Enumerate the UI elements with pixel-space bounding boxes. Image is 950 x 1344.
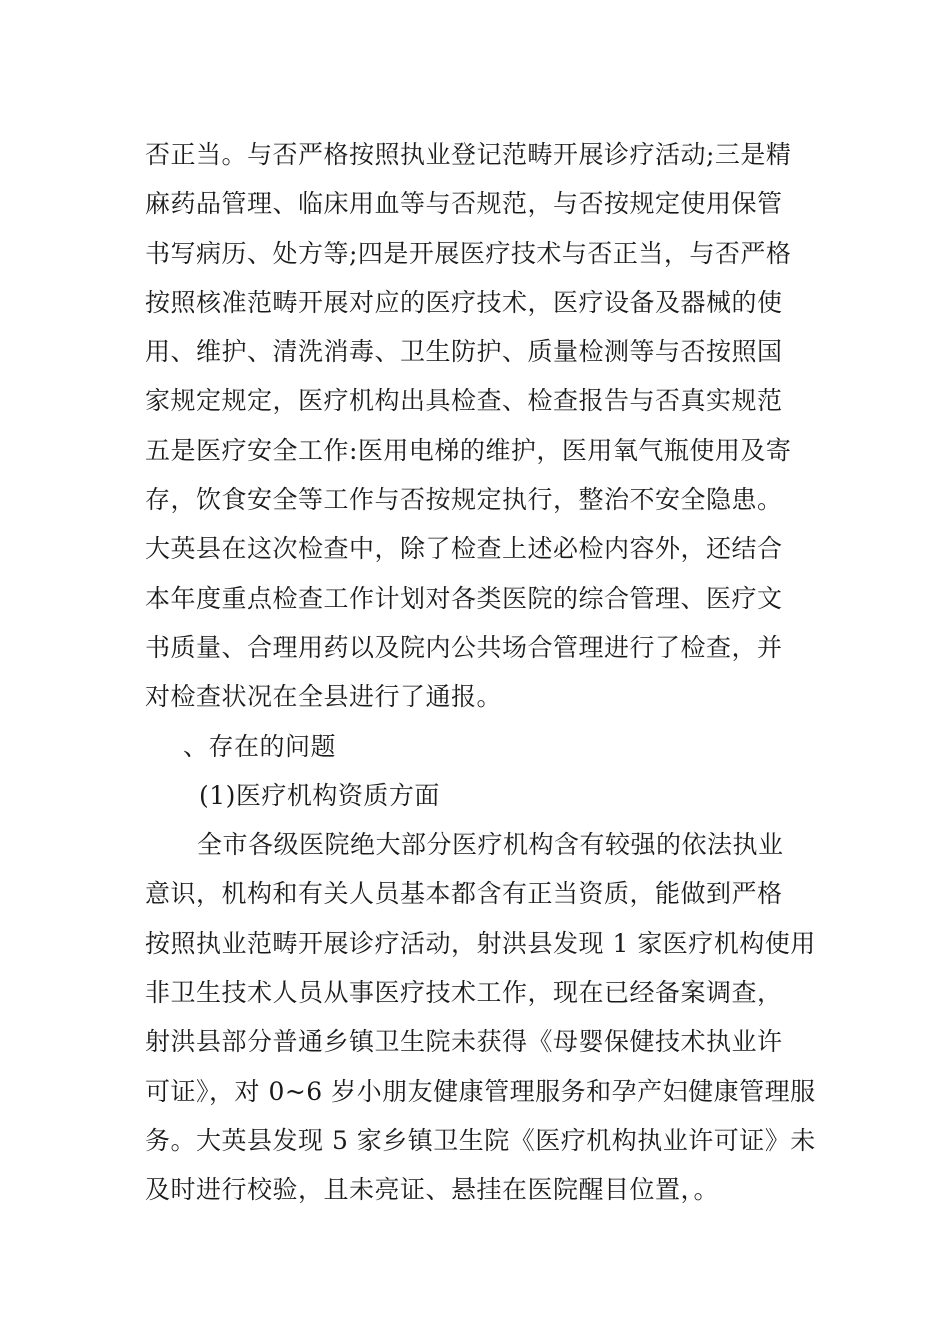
text-line: 五是医疗安全工作:医用电梯的维护，医用氧气瓶使用及寄: [145, 435, 792, 465]
text-line: 家规定规定，医疗机构出具检查、检查报告与否真实规范: [145, 386, 783, 416]
text-line: 书质量、合理用药以及院内公共场合管理进行了检查，并: [145, 632, 783, 662]
text-line: 用、维护、清洗消毒、卫生防护、质量检测等与否按照国: [145, 337, 783, 367]
text-line: 否正当。与否严格按照执业登记范畴开展诊疗活动;三是精: [145, 140, 792, 169]
text-line: 按照执业范畴开展诊疗活动，射洪县发现 1 家医疗机构使用: [145, 928, 816, 958]
document-body: [145, 130, 815, 1215]
text-line: 存，饮食安全等工作与否按规定执行，整治不安全隐患。: [145, 485, 783, 515]
text-line: 射洪县部分普通乡镇卫生院未获得《母婴保健技术执业许: [145, 1027, 783, 1057]
text-line: 麻药品管理、临床用血等与否规范，与否按规定使用保管: [145, 189, 783, 219]
text-line: 本年度重点检查工作计划对各类医院的综合管理、医疗文: [145, 583, 783, 613]
text-line: 按照核准范畴开展对应的医疗技术，医疗设备及器械的使: [145, 287, 783, 317]
subsection-heading: (1)医疗机构资质方面: [199, 780, 440, 810]
text-line: 书写病历、处方等;四是开展医疗技术与否正当，与否严格: [145, 238, 792, 268]
text-line: 非卫生技术人员从事医疗技术工作，现在已经备案调查，: [145, 978, 783, 1008]
section-heading: 、存在的问题: [183, 731, 337, 761]
text-line: 及时进行校验，且未亮证、悬挂在医院醒目位置，。: [145, 1175, 720, 1205]
text-line: 全市各级医院绝大部分医疗机构含有较强的依法执业: [197, 830, 784, 860]
text-line: 可证》，对 0~6 岁小朋友健康管理服务和孕产妇健康管理服: [145, 1076, 816, 1106]
text-line: 大英县在这次检查中，除了检查上述必检内容外，还结合: [145, 534, 783, 564]
text-line: 意识，机构和有关人员基本都含有正当资质，能做到严格: [145, 879, 783, 909]
text-line: 对检查状况在全县进行了通报。: [145, 682, 503, 712]
text-line: 务。大英县发现 5 家乡镇卫生院《医疗机构执业许可证》未: [145, 1125, 816, 1155]
